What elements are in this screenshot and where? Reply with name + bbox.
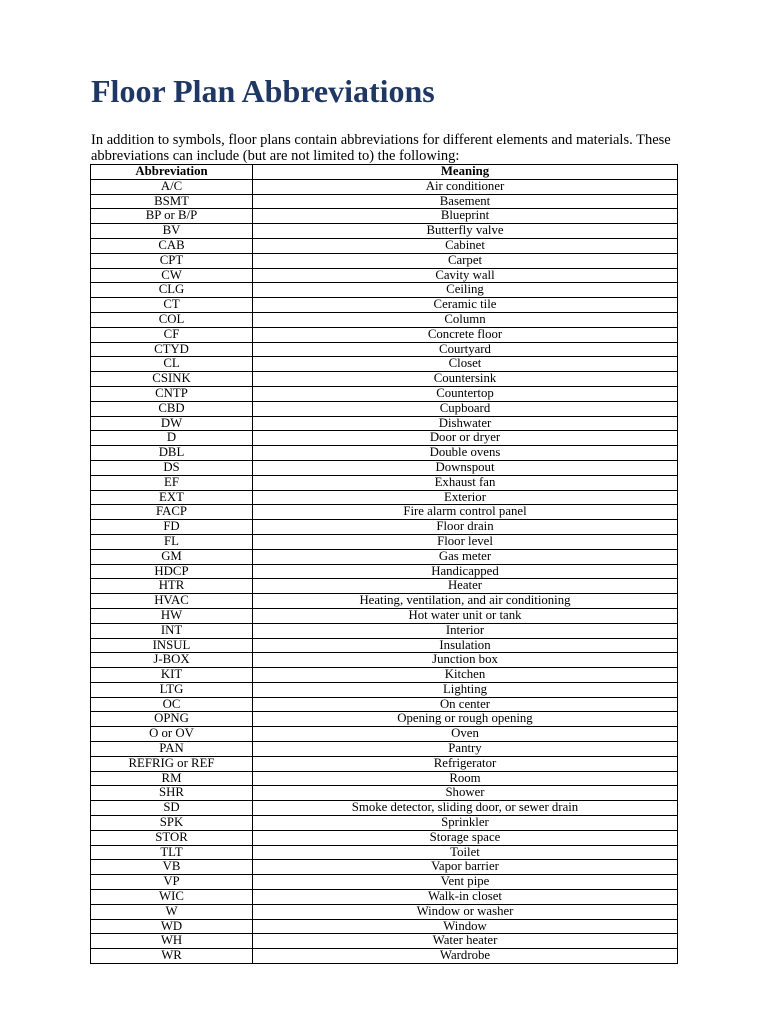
abbreviation-cell: BV bbox=[91, 224, 253, 239]
table-row bbox=[91, 830, 678, 845]
page-title: Floor Plan Abbreviations bbox=[91, 73, 435, 109]
abbreviation-cell: HW bbox=[91, 608, 253, 623]
table-row bbox=[91, 756, 678, 771]
abbreviation-cell: FD bbox=[91, 520, 253, 535]
meaning-cell: Toilet bbox=[253, 845, 678, 860]
meaning-cell: Insulation bbox=[253, 638, 678, 653]
table-row bbox=[91, 253, 678, 268]
abbreviation-cell: HDCP bbox=[91, 564, 253, 579]
meaning-cell: On center bbox=[253, 697, 678, 712]
abbreviation-cell: FACP bbox=[91, 505, 253, 520]
table-row bbox=[91, 934, 678, 949]
table-row bbox=[91, 312, 678, 327]
header-meaning: Meaning bbox=[253, 165, 678, 180]
abbreviation-cell: D bbox=[91, 431, 253, 446]
table-row bbox=[91, 490, 678, 505]
table-row bbox=[91, 579, 678, 594]
meaning-cell: Junction box bbox=[253, 653, 678, 668]
abbreviation-cell: REFRIG or REF bbox=[91, 756, 253, 771]
meaning-cell: Handicapped bbox=[253, 564, 678, 579]
abbreviation-cell: CW bbox=[91, 268, 253, 283]
meaning-cell: Walk-in closet bbox=[253, 890, 678, 905]
meaning-cell: Vent pipe bbox=[253, 875, 678, 890]
abbreviation-cell: HVAC bbox=[91, 594, 253, 609]
table-row bbox=[91, 860, 678, 875]
table-row bbox=[91, 875, 678, 890]
meaning-cell: Ceramic tile bbox=[253, 298, 678, 313]
meaning-cell: Butterfly valve bbox=[253, 224, 678, 239]
table-row bbox=[91, 697, 678, 712]
meaning-cell: Oven bbox=[253, 727, 678, 742]
abbreviation-cell: WR bbox=[91, 949, 253, 964]
table-row bbox=[91, 668, 678, 683]
table-header bbox=[91, 165, 678, 180]
abbreviation-cell: BP or B/P bbox=[91, 209, 253, 224]
meaning-cell: Downspout bbox=[253, 460, 678, 475]
abbreviation-cell: A/C bbox=[91, 179, 253, 194]
table-row bbox=[91, 327, 678, 342]
meaning-cell: Cabinet bbox=[253, 238, 678, 253]
abbreviation-cell: INSUL bbox=[91, 638, 253, 653]
header-abbreviation: Abbreviation bbox=[91, 165, 253, 180]
abbreviation-cell: BSMT bbox=[91, 194, 253, 209]
table-row bbox=[91, 904, 678, 919]
abbreviation-cell: OC bbox=[91, 697, 253, 712]
abbreviation-cell: HTR bbox=[91, 579, 253, 594]
meaning-cell: Fire alarm control panel bbox=[253, 505, 678, 520]
meaning-cell: Refrigerator bbox=[253, 756, 678, 771]
meaning-cell: Hot water unit or tank bbox=[253, 608, 678, 623]
meaning-cell: Column bbox=[253, 312, 678, 327]
meaning-cell: Concrete floor bbox=[253, 327, 678, 342]
meaning-cell: Shower bbox=[253, 786, 678, 801]
table-row bbox=[91, 446, 678, 461]
table-row bbox=[91, 520, 678, 535]
table-row bbox=[91, 608, 678, 623]
abbreviation-cell: SHR bbox=[91, 786, 253, 801]
abbreviation-cell: DW bbox=[91, 416, 253, 431]
meaning-cell: Ceiling bbox=[253, 283, 678, 298]
table-row bbox=[91, 357, 678, 372]
abbreviation-cell: CL bbox=[91, 357, 253, 372]
abbreviation-cell: TLT bbox=[91, 845, 253, 860]
abbreviation-cell: CSINK bbox=[91, 372, 253, 387]
table-row bbox=[91, 194, 678, 209]
abbreviation-cell: OPNG bbox=[91, 712, 253, 727]
abbreviation-cell: CBD bbox=[91, 401, 253, 416]
meaning-cell: Opening or rough opening bbox=[253, 712, 678, 727]
abbreviation-cell: WH bbox=[91, 934, 253, 949]
table-row bbox=[91, 594, 678, 609]
abbreviation-cell: DS bbox=[91, 460, 253, 475]
table-row bbox=[91, 460, 678, 475]
abbreviation-cell: CTYD bbox=[91, 342, 253, 357]
table-row bbox=[91, 816, 678, 831]
table-row bbox=[91, 919, 678, 934]
table-row bbox=[91, 549, 678, 564]
table-row bbox=[91, 786, 678, 801]
abbreviation-cell: INT bbox=[91, 623, 253, 638]
meaning-cell: Air conditioner bbox=[253, 179, 678, 194]
abbreviation-cell: SD bbox=[91, 801, 253, 816]
meaning-cell: Vapor barrier bbox=[253, 860, 678, 875]
table-row bbox=[91, 298, 678, 313]
meaning-cell: Sprinkler bbox=[253, 816, 678, 831]
meaning-cell: Exterior bbox=[253, 490, 678, 505]
abbreviation-cell: O or OV bbox=[91, 727, 253, 742]
abbreviation-cell: DBL bbox=[91, 446, 253, 461]
abbreviation-cell: VP bbox=[91, 875, 253, 890]
table-row bbox=[91, 283, 678, 298]
meaning-cell: Cupboard bbox=[253, 401, 678, 416]
meaning-cell: Lighting bbox=[253, 682, 678, 697]
abbreviation-cell: W bbox=[91, 904, 253, 919]
table-row bbox=[91, 431, 678, 446]
table-row bbox=[91, 534, 678, 549]
table-row bbox=[91, 682, 678, 697]
table-row bbox=[91, 727, 678, 742]
meaning-cell: Cavity wall bbox=[253, 268, 678, 283]
abbreviation-cell: GM bbox=[91, 549, 253, 564]
abbreviation-cell: WD bbox=[91, 919, 253, 934]
intro-paragraph: In addition to symbols, floor plans contain abbreviations for different elements and materials. These abbreviations can include (but are not limited to) the following: bbox=[91, 132, 671, 164]
abbreviation-cell: COL bbox=[91, 312, 253, 327]
table-row bbox=[91, 801, 678, 816]
abbreviation-cell: STOR bbox=[91, 830, 253, 845]
abbreviation-cell: WIC bbox=[91, 890, 253, 905]
meaning-cell: Courtyard bbox=[253, 342, 678, 357]
abbreviation-cell: CLG bbox=[91, 283, 253, 298]
abbreviation-cell: CT bbox=[91, 298, 253, 313]
table-row bbox=[91, 268, 678, 283]
meaning-cell: Gas meter bbox=[253, 549, 678, 564]
meaning-cell: Room bbox=[253, 771, 678, 786]
table-body bbox=[91, 179, 678, 963]
abbreviation-cell: FL bbox=[91, 534, 253, 549]
meaning-cell: Countertop bbox=[253, 386, 678, 401]
table-row bbox=[91, 771, 678, 786]
table-row bbox=[91, 209, 678, 224]
meaning-cell: Carpet bbox=[253, 253, 678, 268]
table-row bbox=[91, 712, 678, 727]
meaning-cell: Floor drain bbox=[253, 520, 678, 535]
abbreviations-table bbox=[90, 164, 678, 964]
meaning-cell: Countersink bbox=[253, 372, 678, 387]
abbreviation-cell: KIT bbox=[91, 668, 253, 683]
table-row bbox=[91, 505, 678, 520]
table-row bbox=[91, 401, 678, 416]
table-row bbox=[91, 845, 678, 860]
table-row bbox=[91, 653, 678, 668]
meaning-cell: Smoke detector, sliding door, or sewer drain bbox=[253, 801, 678, 816]
meaning-cell: Heater bbox=[253, 579, 678, 594]
table-row bbox=[91, 372, 678, 387]
abbreviation-cell: EXT bbox=[91, 490, 253, 505]
meaning-cell: Floor level bbox=[253, 534, 678, 549]
abbreviation-cell: J-BOX bbox=[91, 653, 253, 668]
abbreviation-cell: CNTP bbox=[91, 386, 253, 401]
meaning-cell: Interior bbox=[253, 623, 678, 638]
meaning-cell: Kitchen bbox=[253, 668, 678, 683]
meaning-cell: Heating, ventilation, and air conditioning bbox=[253, 594, 678, 609]
meaning-cell: Water heater bbox=[253, 934, 678, 949]
abbreviation-cell: CAB bbox=[91, 238, 253, 253]
table-row bbox=[91, 564, 678, 579]
meaning-cell: Door or dryer bbox=[253, 431, 678, 446]
meaning-cell: Wardrobe bbox=[253, 949, 678, 964]
meaning-cell: Blueprint bbox=[253, 209, 678, 224]
table-row bbox=[91, 890, 678, 905]
meaning-cell: Window or washer bbox=[253, 904, 678, 919]
abbreviation-cell: EF bbox=[91, 475, 253, 490]
abbreviation-cell: PAN bbox=[91, 742, 253, 757]
meaning-cell: Basement bbox=[253, 194, 678, 209]
abbreviation-cell: CPT bbox=[91, 253, 253, 268]
table-header-row bbox=[91, 165, 678, 180]
meaning-cell: Dishwater bbox=[253, 416, 678, 431]
table-row bbox=[91, 224, 678, 239]
meaning-cell: Double ovens bbox=[253, 446, 678, 461]
table-row bbox=[91, 742, 678, 757]
table-row bbox=[91, 342, 678, 357]
table-row bbox=[91, 949, 678, 964]
abbreviation-cell: VB bbox=[91, 860, 253, 875]
abbreviation-cell: SPK bbox=[91, 816, 253, 831]
table-row bbox=[91, 638, 678, 653]
abbreviation-cell: RM bbox=[91, 771, 253, 786]
meaning-cell: Closet bbox=[253, 357, 678, 372]
table-row bbox=[91, 416, 678, 431]
table-row bbox=[91, 179, 678, 194]
table-row bbox=[91, 623, 678, 638]
table-row bbox=[91, 475, 678, 490]
table-row bbox=[91, 386, 678, 401]
meaning-cell: Window bbox=[253, 919, 678, 934]
abbreviation-cell: LTG bbox=[91, 682, 253, 697]
meaning-cell: Pantry bbox=[253, 742, 678, 757]
table-row bbox=[91, 238, 678, 253]
meaning-cell: Exhaust fan bbox=[253, 475, 678, 490]
meaning-cell: Storage space bbox=[253, 830, 678, 845]
abbreviation-cell: CF bbox=[91, 327, 253, 342]
